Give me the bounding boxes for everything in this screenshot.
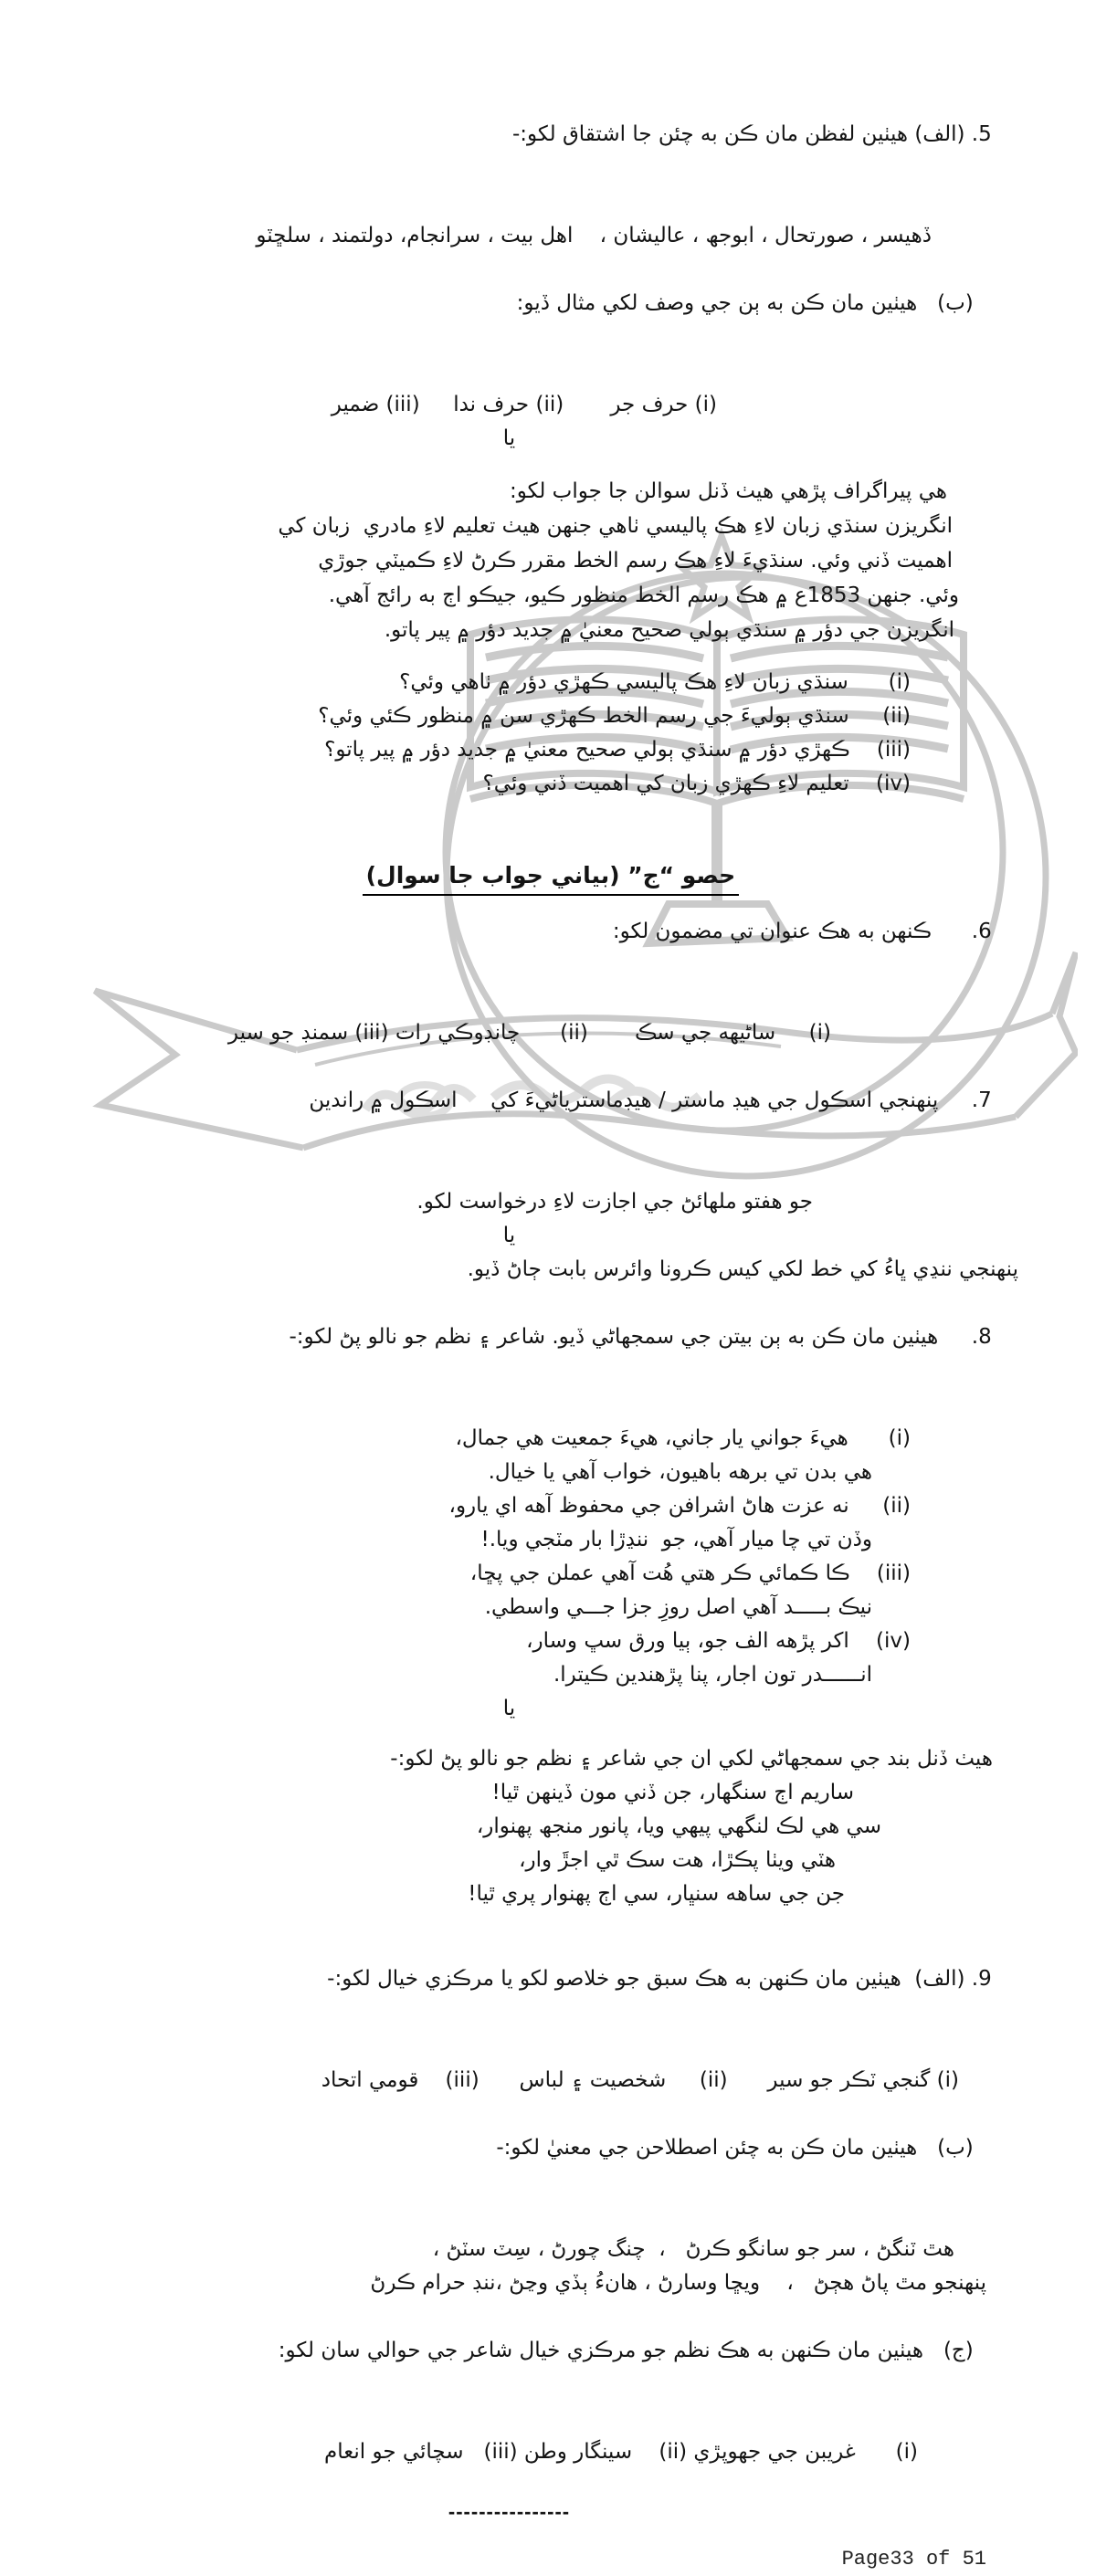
passage-line: انگريزن سنڌي زبان لاءِ هڪ پاليسي ٺاهي جنهن هيٺ تعليم لاءِ مادري زبان کي [278,514,953,538]
couplet-line: نيڪ بـــــد آهي اصل روزِ جزا جـــي واسطي. [484,1595,872,1619]
page-number: Page33 of 51 [841,2548,986,2571]
question-9a-row [0,1929,1018,2064]
couplet-line: انــــــدر تون اجار، پنا پڙهندين ڪيترا. [553,1663,872,1687]
question-9c-options: (i) غريبن جي جهوپڙي (ii) سينگار وطن (iii) سچائي جو انعام [324,2440,918,2464]
reading-passage [0,474,1018,647]
question-6-options: (i) ساڻيهه جي سڪ (ii) چانڊوڪي رات (iii) سمنڊ جو سير [227,1021,831,1045]
passage-line: اهميت ڏني وئي. سنڌيءَ لاءِ هڪ رسم الخط مقرر ڪرڻ لاءِ ڪميٽي جوڙي [318,549,953,573]
verse-line: ساريم اڄ سنگهار، جن ڏني مون ڏينهن ٿيا! [491,1781,854,1804]
question-5b-text: (ب) هيٺين مان ڪن به ٻن جي وصف لکي مثال ڏيو: [516,291,974,315]
section-c-header [0,825,1018,888]
question-5a-words: ڏهيسر ، صورتحال ، ابوجھ ، عاليشان ، اهل بيت ، سرانجام، دولتمند ، سلڇٽو [256,224,932,247]
passage-intro: هي پيراگراف پڙهي هيٺ ڏنل سوالن جا جواب لکو: [510,479,947,503]
question-6-text: 6. ڪنهن به هڪ عنوان تي مضمون لکو: [612,920,992,943]
question-5a-row [0,84,1018,219]
passage-line: وئي. جنهن 1853ع ۾ هڪ رسم الخط منظور ڪيو، جيڪو اڄ به رائج آهي. [328,584,959,607]
or-separator-1: يا [502,426,516,450]
passage-question: (iii) ڪهڙي دؤر ۾ سنڌي ٻولي صحيح معنيٰ ۾ جديد دؤر ۾ پير پاتو؟ [324,738,911,762]
question-5b-options: (i) حرف جر (ii) حرف ندا (iii) ضمير [331,393,717,416]
question-7-row [0,1050,1018,1185]
or-separator-3: يا [502,1697,516,1720]
question-9b-terms1: هٿ ٽنگڻ ، سر جو سانگو ڪرڻ ، چنگ چورڻ ، سِٽ سٽڻ ، [432,2237,954,2261]
passage-line: انگريزن جي دؤر ۾ سنڌي ٻولي صحيح معنيٰ ۾ جديد دؤر ۾ پير پاتو. [384,618,954,642]
question-9b-row [0,2098,1018,2233]
or-separator-2: يا [502,1224,516,1247]
passage-question: (iv) تعليم لاءِ ڪهڙي زبان کي اهميت ڏني وئي؟ [482,772,911,795]
couplet-line: (i) هيءَ جواني يار جاني، هيءَ جمعيت هي جمال، [455,1426,911,1450]
couplet-line: (iv) اکر پڙهه الف جو، ٻيا ورق سڀ وسار، [526,1629,911,1653]
passage-question: (i) سنڌي زبان لاءِ هڪ پاليسي ڪهڙي دؤر ۾ ٺاهي وئي؟ [399,670,911,694]
question-8-text: 8. هيٺين مان ڪن به ٻن بيتن جي سمجهاڻي ڏيو. شاعر ۽ نظم جو نالو پڻ لکو:- [289,1325,992,1349]
end-divider: ---------------- [448,2500,571,2523]
section-c-title: حصو “ج” (بياني جواب جا سوال) [363,858,740,896]
question-6-row [0,881,1018,1016]
question-5b-row [0,253,1018,388]
question-9a-text: 9. (الف) هيٺين مان ڪنهن به هڪ سبق جو خلاصو لکو يا مرڪزي خيال لکو:- [327,1967,992,1991]
verse-line: جن جي ساهه سنڀار، سي اڄ پهنوار پري ٿيا! [468,1882,845,1906]
couplet-line: وڏن تي چا ميار آهي، جو ننڍڙا بار مٽجي ويا.! [480,1528,872,1551]
couplet-line: (ii) نه عزت هاڻ اشرافن جي محفوظ آهه اي يارو، [448,1494,911,1518]
question-9c-row [0,2300,1018,2435]
question-8-alt-intro: هيٺ ڏنل بند جي سمجهاڻي لکي ان جي شاعر ۽ نظم جو نالو پڻ لکو:- [390,1747,993,1771]
verse-line: هٽي ويٺا پڪڙا، هت سڪ ٿي اجڙَ وار، [519,1848,836,1872]
question-9c-text: (ج) هيٺين مان ڪنهن به هڪ نظم جو مرڪزي خيال شاعر جي حوالي سان لکو: [278,2339,974,2362]
verse-line: سي هي لڪ لنگهي پيهي ويا، پانور منجھ پهنوار، [476,1814,881,1838]
question-7-line2: جو هفتو ملهائڻ جي اجازت لاءِ درخواست لکو. [416,1190,813,1214]
question-9a-options: (i) گنجي ٽڪر جو سير (ii) شخصيت ۽ لباس (iii) قومي اتحاد [321,2068,959,2092]
question-7-alt: پنهنجي ننڍي ڀاءُ کي خط لکي کيس ڪرونا وائرس بابت ڄاڻ ڏيو. [467,1257,1018,1281]
question-5a-text: 5. (الف) هيٺين لفظن مان ڪن به چئن جا اشتقاق لکو:- [512,122,992,146]
passage-question: (ii) سنڌي ٻوليءَ جي رسم الخط ڪهڙي سن ۾ منظور ڪئي وئي؟ [318,704,911,728]
couplet-line: (iii) ڪا ڪمائي ڪر هتي هُت آهي عملن جي پڇا، [469,1561,911,1585]
question-9b-terms2: پنهنجو مٿ پاڻ هڄڻ ، ويڇا وسارڻ ، هانءُ ٻڏي وڃڻ ،ننڊ حرام ڪرڻ [370,2271,986,2295]
question-9b-text: (ب) هيٺين مان ڪن به چئن اصطلاحن جي معنيٰ لکو:- [496,2136,974,2160]
question-8-row [0,1287,1018,1422]
question-7-text: 7. پنهنجي اسڪول جي هيڊ ماستر / هيڊماسترياڻيءَ کي اسڪول ۾ راندين [309,1088,992,1112]
couplet-line: هي بدن تي برهه باهيون، خواب آهي يا خيال. [488,1460,872,1484]
